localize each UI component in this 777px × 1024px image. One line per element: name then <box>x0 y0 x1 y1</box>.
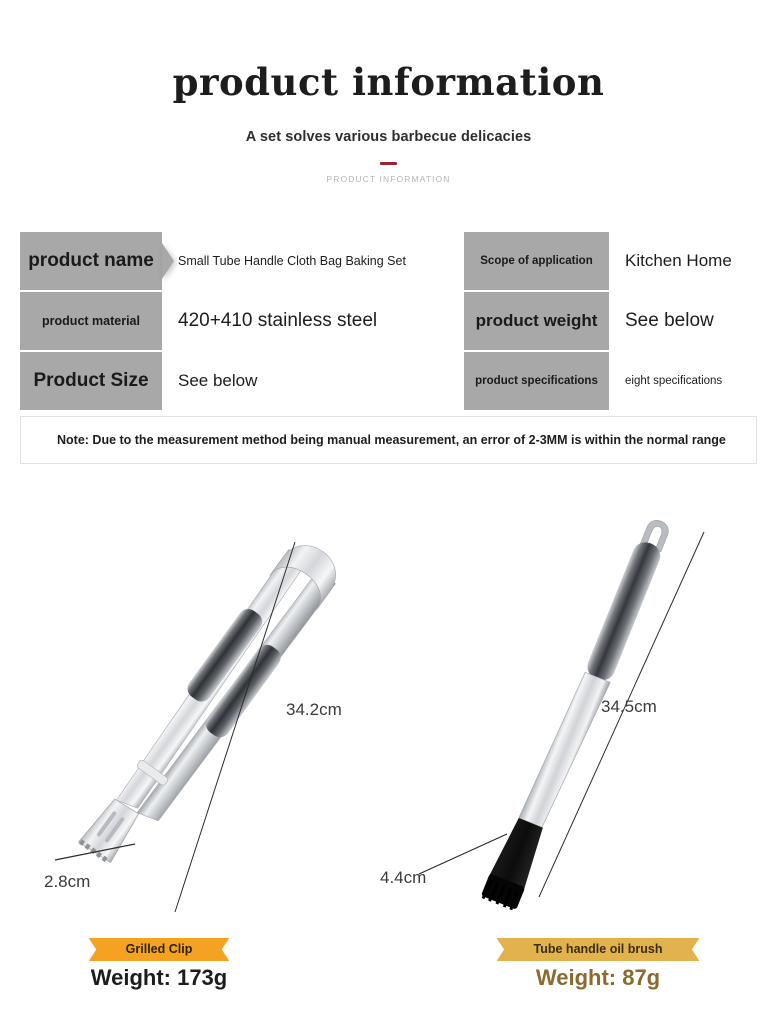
measurement-note-text: Note: Due to the measurement method being manual measurement, an error of 2-3MM is within the normal range <box>57 433 726 447</box>
table-row <box>20 232 757 292</box>
arrow-notch-icon <box>162 243 174 279</box>
spec-value-scope-of-application: Kitchen Home <box>609 232 757 290</box>
page-title: product information <box>172 60 605 104</box>
product-weight-badges <box>0 938 777 1024</box>
product-image-oil-brush <box>380 482 777 932</box>
spec-value-product-weight: See below <box>609 292 757 350</box>
ribbon-label-oil-brush: Tube handle oil brush <box>512 938 685 961</box>
eyebrow-label: PRODUCT INFORMATION <box>326 173 451 184</box>
page-header <box>0 0 777 184</box>
spec-label-scope-of-application: Scope of application <box>464 232 609 290</box>
page-subtitle: A set solves various barbecue delicacies <box>245 128 532 145</box>
spec-label-product-size: Product Size <box>20 352 162 410</box>
weight-grilled-clip: Weight: 173g <box>90 965 228 990</box>
table-row <box>20 352 757 412</box>
spec-value-product-name: Small Tube Handle Cloth Bag Baking Set <box>162 232 464 290</box>
dimension-width-grilled-clip: 2.8cm <box>44 872 91 891</box>
spec-value-product-size: See below <box>162 352 464 410</box>
spec-label-product-name: product name <box>20 232 162 290</box>
badge-group-oil-brush <box>404 938 777 991</box>
spec-value-product-material: 420+410 stainless steel <box>162 292 464 350</box>
ribbon-label-grilled-clip: Grilled Clip <box>104 938 215 961</box>
specification-table <box>20 232 757 464</box>
badge-group-grilled-clip <box>0 938 353 991</box>
spec-label-product-weight: product weight <box>464 292 609 350</box>
product-image-grilled-clip <box>0 482 388 932</box>
spec-label-product-material: product material <box>20 292 162 350</box>
measurement-note-row <box>20 416 757 464</box>
basting-brush-illustration <box>389 482 777 932</box>
spec-value-product-specifications: eight specifications <box>609 352 757 410</box>
dimension-length-oil-brush: 34.5cm <box>601 697 657 716</box>
dimension-length-grilled-clip: 34.2cm <box>286 700 342 719</box>
spec-label-product-specifications: product specifications <box>464 352 609 410</box>
accent-divider <box>380 162 397 165</box>
dimension-width-oil-brush: 4.4cm <box>380 868 427 887</box>
weight-oil-brush: Weight: 87g <box>535 965 661 990</box>
table-row <box>20 292 757 352</box>
product-showcase <box>0 482 777 932</box>
